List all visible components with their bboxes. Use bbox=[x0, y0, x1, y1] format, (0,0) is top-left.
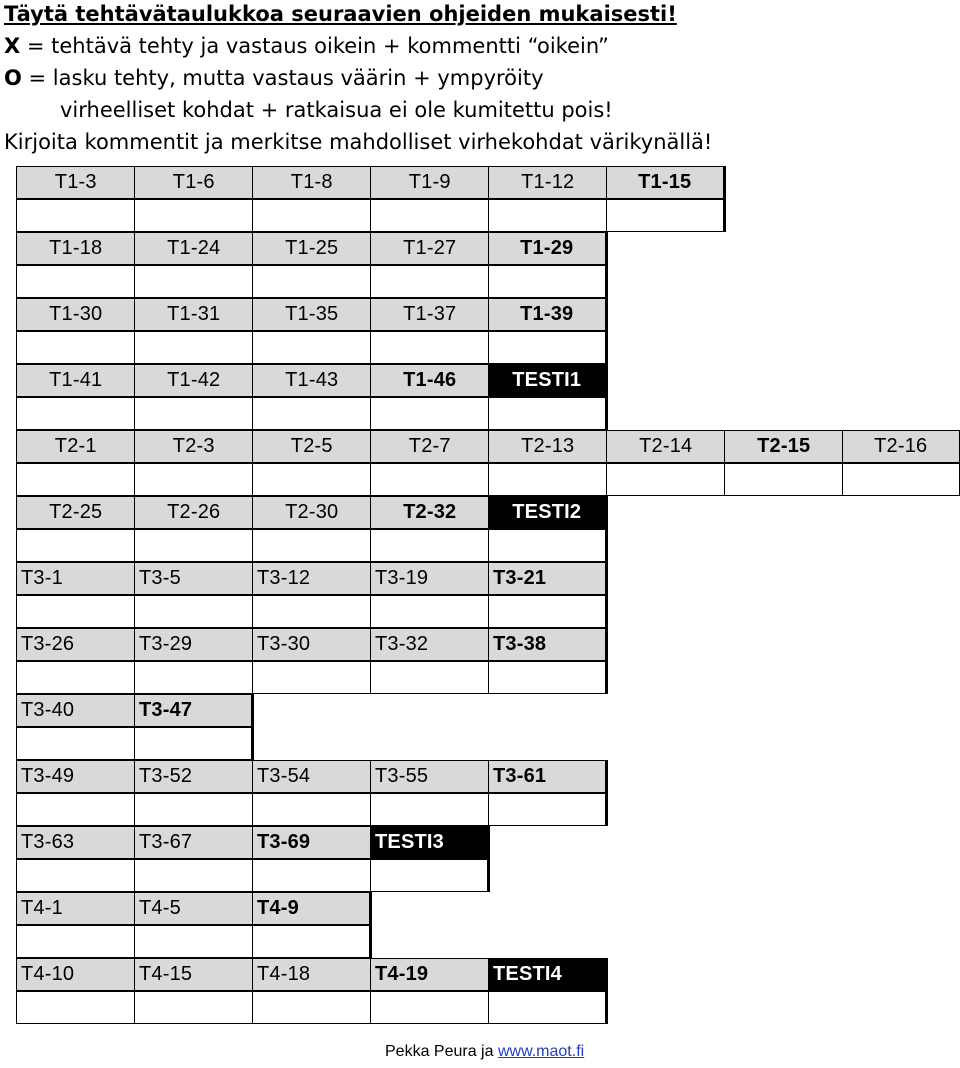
answer-cell[interactable] bbox=[252, 397, 372, 430]
answer-cell[interactable] bbox=[488, 991, 608, 1024]
answer-cell[interactable] bbox=[370, 661, 490, 694]
task-label: T3-52 bbox=[134, 760, 254, 793]
footer-link[interactable]: www.maot.fi bbox=[497, 1043, 585, 1060]
task-label: T3-1 bbox=[16, 562, 136, 595]
task-label: T3-21 bbox=[488, 562, 608, 595]
answer-cell[interactable] bbox=[252, 463, 372, 496]
label-row bbox=[16, 760, 606, 793]
footer-author: Pekka Peura ja bbox=[385, 1043, 498, 1060]
task-label: T1-43 bbox=[252, 364, 372, 397]
answer-cell[interactable] bbox=[252, 793, 372, 826]
task-label: T2-32 bbox=[370, 496, 490, 529]
task-label: T2-5 bbox=[252, 430, 372, 463]
o-description: = lasku tehty, mutta vastaus väärin + ympyröity bbox=[21, 66, 544, 90]
label-row bbox=[16, 430, 960, 463]
label-row bbox=[16, 892, 370, 925]
answer-cell[interactable] bbox=[252, 529, 372, 562]
task-label: T4-18 bbox=[252, 958, 372, 991]
task-label: T3-61 bbox=[488, 760, 608, 793]
answer-cell[interactable] bbox=[488, 331, 608, 364]
answer-cell[interactable] bbox=[134, 991, 254, 1024]
task-label: T1-30 bbox=[16, 298, 136, 331]
task-label: T1-41 bbox=[16, 364, 136, 397]
task-label: T2-30 bbox=[252, 496, 372, 529]
task-label: T4-9 bbox=[252, 892, 372, 925]
task-label: T2-7 bbox=[370, 430, 490, 463]
answer-cell[interactable] bbox=[724, 463, 844, 496]
answer-cell[interactable] bbox=[606, 199, 726, 232]
task-label: T4-19 bbox=[370, 958, 490, 991]
answer-cell[interactable] bbox=[134, 661, 254, 694]
answer-cell[interactable] bbox=[16, 463, 136, 496]
task-label: T3-55 bbox=[370, 760, 490, 793]
label-row bbox=[16, 562, 606, 595]
x-description: = tehtävä tehty ja vastaus oikein + kommentti “oikein” bbox=[20, 34, 609, 58]
task-label: T1-9 bbox=[370, 166, 490, 199]
answer-cell[interactable] bbox=[16, 529, 136, 562]
task-label: T3-49 bbox=[16, 760, 136, 793]
label-row bbox=[16, 166, 724, 199]
instruction-o-continued: virheelliset kohdat + ratkaisua ei ole kumitettu pois! bbox=[60, 98, 613, 122]
answer-row bbox=[16, 397, 606, 430]
answer-cell[interactable] bbox=[134, 925, 254, 958]
task-label: T1-25 bbox=[252, 232, 372, 265]
label-row bbox=[16, 298, 606, 331]
task-label: T1-6 bbox=[134, 166, 254, 199]
answer-cell[interactable] bbox=[370, 331, 490, 364]
answer-cell[interactable] bbox=[16, 991, 136, 1024]
answer-row bbox=[16, 859, 488, 892]
answer-cell[interactable] bbox=[134, 727, 254, 760]
answer-cell[interactable] bbox=[252, 859, 372, 892]
task-label: T1-3 bbox=[16, 166, 136, 199]
task-label: T1-37 bbox=[370, 298, 490, 331]
answer-cell[interactable] bbox=[370, 199, 490, 232]
instruction-comments: Kirjoita kommentit ja merkitse mahdolliset virhekohdat värikynällä! bbox=[4, 130, 713, 154]
task-label: T1-29 bbox=[488, 232, 608, 265]
answer-cell[interactable] bbox=[134, 397, 254, 430]
answer-cell[interactable] bbox=[134, 463, 254, 496]
answer-cell[interactable] bbox=[134, 199, 254, 232]
task-label: T3-30 bbox=[252, 628, 372, 661]
task-label: T3-63 bbox=[16, 826, 136, 859]
answer-cell[interactable] bbox=[488, 265, 608, 298]
answer-cell[interactable] bbox=[16, 397, 136, 430]
answer-row bbox=[16, 463, 960, 496]
answer-row bbox=[16, 793, 606, 826]
o-symbol: O bbox=[4, 66, 22, 90]
task-label: T3-12 bbox=[252, 562, 372, 595]
answer-cell[interactable] bbox=[488, 793, 608, 826]
answer-cell[interactable] bbox=[370, 463, 490, 496]
task-label: T3-29 bbox=[134, 628, 254, 661]
task-label: T3-19 bbox=[370, 562, 490, 595]
answer-cell[interactable] bbox=[134, 265, 254, 298]
task-label: TESTI3 bbox=[370, 826, 490, 859]
answer-cell[interactable] bbox=[370, 595, 490, 628]
page-title: Täytä tehtävätaulukkoa seuraavien ohjeiden mukaisesti! bbox=[4, 2, 677, 26]
answer-cell[interactable] bbox=[842, 463, 960, 496]
answer-cell[interactable] bbox=[16, 727, 136, 760]
task-label: T1-15 bbox=[606, 166, 726, 199]
answer-cell[interactable] bbox=[16, 199, 136, 232]
task-label: T1-35 bbox=[252, 298, 372, 331]
instruction-o bbox=[4, 65, 544, 91]
answer-cell[interactable] bbox=[488, 463, 608, 496]
task-label: T1-31 bbox=[134, 298, 254, 331]
task-label: TESTI4 bbox=[488, 958, 608, 991]
answer-cell[interactable] bbox=[134, 331, 254, 364]
answer-cell[interactable] bbox=[16, 331, 136, 364]
task-label: T2-14 bbox=[606, 430, 726, 463]
task-label: T3-38 bbox=[488, 628, 608, 661]
answer-cell[interactable] bbox=[606, 463, 726, 496]
answer-cell[interactable] bbox=[252, 265, 372, 298]
answer-cell[interactable] bbox=[252, 991, 372, 1024]
task-label: T3-47 bbox=[134, 694, 254, 727]
task-label: T2-25 bbox=[16, 496, 136, 529]
answer-cell[interactable] bbox=[16, 793, 136, 826]
label-row bbox=[16, 628, 606, 661]
task-label: T4-10 bbox=[16, 958, 136, 991]
label-row bbox=[16, 958, 606, 991]
task-label: TESTI2 bbox=[488, 496, 608, 529]
answer-cell[interactable] bbox=[134, 859, 254, 892]
answer-cell[interactable] bbox=[16, 925, 136, 958]
answer-cell[interactable] bbox=[370, 529, 490, 562]
label-row bbox=[16, 826, 488, 859]
answer-row bbox=[16, 265, 606, 298]
answer-cell[interactable] bbox=[134, 529, 254, 562]
answer-cell[interactable] bbox=[488, 529, 608, 562]
task-label: T2-13 bbox=[488, 430, 608, 463]
answer-cell[interactable] bbox=[16, 661, 136, 694]
answer-row bbox=[16, 529, 606, 562]
answer-cell[interactable] bbox=[488, 397, 608, 430]
task-label: T2-15 bbox=[724, 430, 844, 463]
task-label: T4-5 bbox=[134, 892, 254, 925]
label-row bbox=[16, 496, 606, 529]
task-label: T1-46 bbox=[370, 364, 490, 397]
task-label: T3-26 bbox=[16, 628, 136, 661]
footer bbox=[385, 1043, 584, 1061]
task-label: T1-39 bbox=[488, 298, 608, 331]
label-row bbox=[16, 694, 252, 727]
answer-cell[interactable] bbox=[252, 925, 372, 958]
answer-cell[interactable] bbox=[16, 265, 136, 298]
label-row bbox=[16, 232, 606, 265]
task-label: T1-42 bbox=[134, 364, 254, 397]
task-label: T1-24 bbox=[134, 232, 254, 265]
answer-cell[interactable] bbox=[488, 661, 608, 694]
answer-cell[interactable] bbox=[134, 595, 254, 628]
answer-row bbox=[16, 661, 606, 694]
answer-row bbox=[16, 595, 606, 628]
task-label: T1-18 bbox=[16, 232, 136, 265]
task-label: T3-54 bbox=[252, 760, 372, 793]
task-label: T4-1 bbox=[16, 892, 136, 925]
answer-row bbox=[16, 331, 606, 364]
task-label: T1-27 bbox=[370, 232, 490, 265]
answer-cell[interactable] bbox=[16, 859, 136, 892]
task-label: T2-1 bbox=[16, 430, 136, 463]
answer-row bbox=[16, 991, 606, 1024]
answer-row bbox=[16, 925, 370, 958]
task-label: T4-15 bbox=[134, 958, 254, 991]
task-label: T3-69 bbox=[252, 826, 372, 859]
answer-row bbox=[16, 727, 252, 760]
task-label: T2-3 bbox=[134, 430, 254, 463]
answer-cell[interactable] bbox=[134, 793, 254, 826]
answer-cell[interactable] bbox=[252, 331, 372, 364]
answer-cell[interactable] bbox=[252, 199, 372, 232]
answer-cell[interactable] bbox=[16, 595, 136, 628]
answer-cell[interactable] bbox=[370, 397, 490, 430]
answer-cell[interactable] bbox=[488, 595, 608, 628]
task-label: T3-67 bbox=[134, 826, 254, 859]
task-label: T2-16 bbox=[842, 430, 960, 463]
answer-cell[interactable] bbox=[370, 265, 490, 298]
answer-cell[interactable] bbox=[370, 793, 490, 826]
task-label: T1-8 bbox=[252, 166, 372, 199]
answer-cell[interactable] bbox=[252, 661, 372, 694]
answer-cell[interactable] bbox=[252, 595, 372, 628]
task-label: T3-32 bbox=[370, 628, 490, 661]
task-label: T3-40 bbox=[16, 694, 136, 727]
task-label: T3-5 bbox=[134, 562, 254, 595]
answer-row bbox=[16, 199, 724, 232]
task-label: T1-12 bbox=[488, 166, 608, 199]
answer-cell[interactable] bbox=[370, 859, 490, 892]
answer-cell[interactable] bbox=[370, 991, 490, 1024]
answer-cell[interactable] bbox=[488, 199, 608, 232]
label-row bbox=[16, 364, 606, 397]
task-label: T2-26 bbox=[134, 496, 254, 529]
instruction-x bbox=[4, 33, 609, 59]
task-label: TESTI1 bbox=[488, 364, 608, 397]
x-symbol: X bbox=[4, 34, 21, 58]
